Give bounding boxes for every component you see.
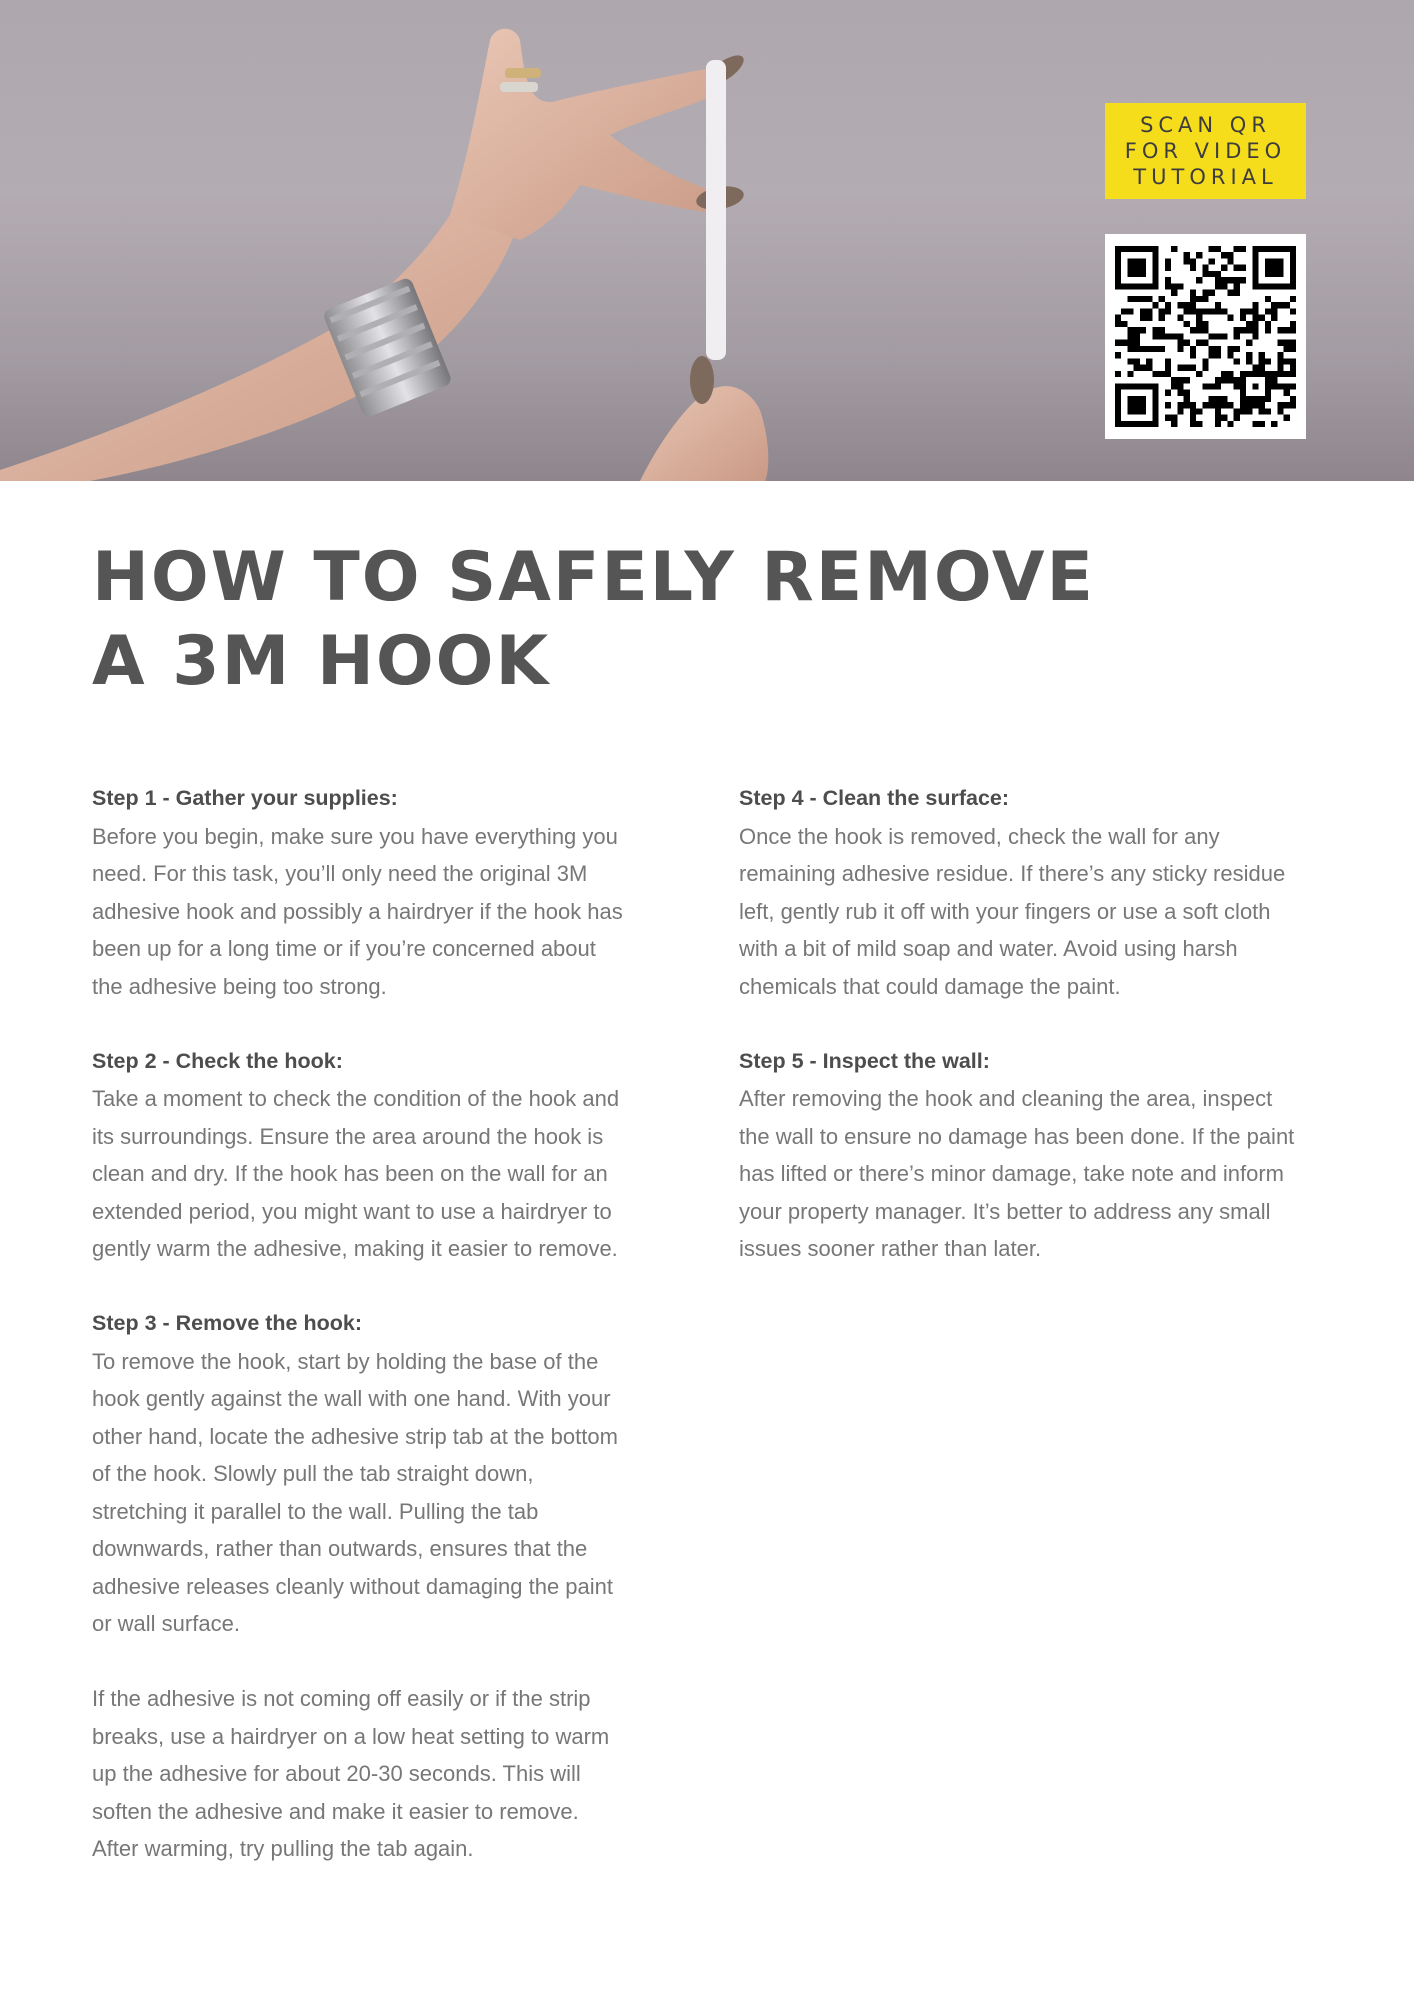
qr-code-icon [1115,246,1296,427]
body-line: hook gently against the wall with one hand. With your [92,1386,611,1411]
qr-code[interactable] [1105,234,1306,439]
step-body [739,1080,1339,1268]
body-line: If the adhesive is not coming off easily or if the strip [92,1686,591,1711]
body-line: its surroundings. Ensure the area around the hook is [92,1123,604,1149]
qr-label-line: SCAN QR [1140,113,1271,137]
body-line: remaining adhesive residue. If there’s any sticky residue [739,861,1286,886]
body-line: Once the hook is removed, check the wall for any [739,823,1220,849]
body-line: Take a moment to check the condition of the hook and [92,1086,620,1111]
title-line: HOW TO SAFELY REMOVE [92,538,1095,617]
step-heading: Step 3 - Remove the hook: [92,1311,362,1335]
body-line: has lifted or there’s minor damage, take note and inform [739,1161,1285,1186]
body-line: or wall surface. [92,1611,240,1636]
body-line: your property manager. It’s better to address any small [739,1198,1271,1224]
body-line: After warming, try pulling the tab again. [92,1836,474,1861]
step-body [92,818,692,1006]
page-title [92,536,1095,704]
step-3 [92,1305,692,1643]
body-line: other hand, locate the adhesive strip tab at the bottom [92,1423,618,1449]
body-line: stretching it parallel to the wall. Pulling the tab [92,1498,539,1524]
step-body [739,818,1339,1006]
body-line: soften the adhesive and make it easier to remove. [92,1798,579,1824]
body-line: adhesive releases cleanly without damaging the paint [92,1573,613,1599]
body-line: of the hook. Slowly pull the tab straight down, [92,1461,534,1486]
qr-label-line: TUTORIAL [1133,165,1278,189]
body-line: downwards, rather than outwards, ensures that the [92,1536,588,1561]
step-heading: Step 4 - Clean the surface: [739,786,1010,810]
body-line: adhesive hook and possibly a hairdryer if the hook has [92,898,623,924]
body-line: gently warm the adhesive, making it easier to remove. [92,1236,618,1261]
step-4 [739,780,1339,1005]
body-line: issues sooner rather than later. [739,1236,1042,1261]
step-3-extra [92,1680,692,1868]
step-heading: Step 1 - Gather your supplies: [92,786,398,810]
body-line: To remove the hook, start by holding the base of the [92,1348,599,1374]
step-5 [739,1043,1339,1268]
body-line: left, gently rub it off with your fingers or use a soft cloth [739,898,1271,924]
step-body [92,1343,692,1643]
body-line: need. For this task, you’ll only need the original 3M [92,861,588,886]
body-line: the wall to ensure no damage has been done. If the paint [739,1123,1295,1149]
body-line: the adhesive being too strong. [92,973,387,999]
hero-banner [0,0,1414,481]
scan-qr-label [1105,103,1306,199]
steps-column-left [92,780,692,1868]
body-line: been up for a long time or if you’re concerned about [92,936,596,961]
body-line: chemicals that could damage the paint. [739,973,1121,999]
step-body [92,1080,692,1268]
steps-column-right [739,780,1339,1305]
title-line: A 3M HOOK [92,622,551,701]
step-1 [92,780,692,1005]
body-line: After removing the hook and cleaning the area, inspect [739,1086,1273,1111]
body-line: with a bit of mild soap and water. Avoid using harsh [739,936,1238,961]
body-line: extended period, you might want to use a hairdryer to [92,1198,612,1224]
body-line: clean and dry. If the hook has been on the wall for an [92,1161,608,1186]
step-2 [92,1043,692,1268]
body-line: up the adhesive for about 20-30 seconds. This will [92,1761,581,1786]
qr-label-line: FOR VIDEO [1124,139,1287,163]
body-line: breaks, use a hairdryer on a low heat setting to warm [92,1723,610,1749]
body-line: Before you begin, make sure you have everything you [92,823,618,849]
step-heading: Step 5 - Inspect the wall: [739,1048,990,1073]
step-heading: Step 2 - Check the hook: [92,1048,343,1073]
